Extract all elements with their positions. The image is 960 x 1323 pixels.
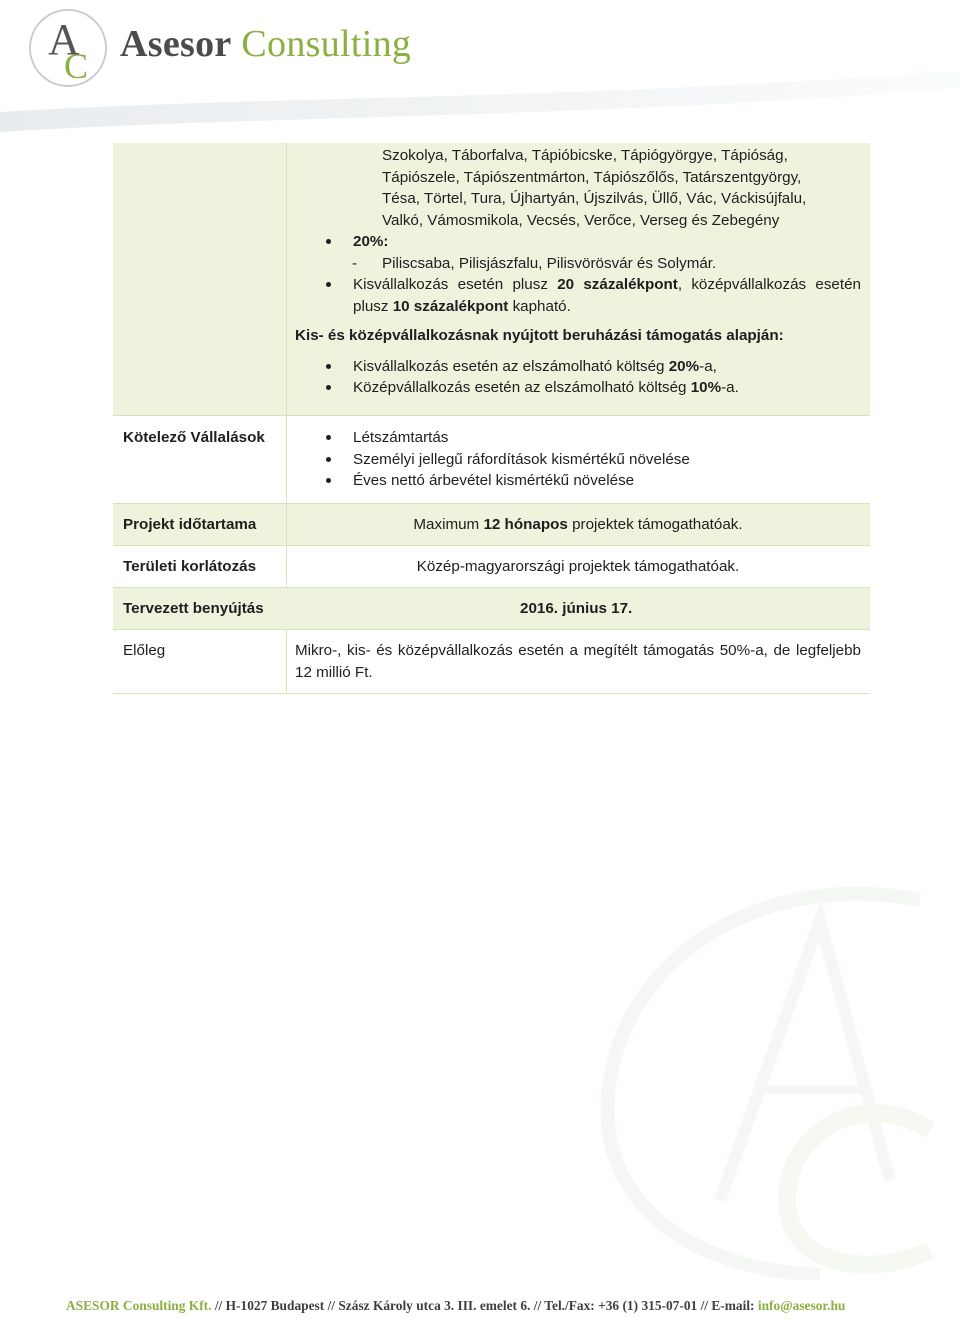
- bonus-text: , középvállalkozás esetén plusz: [353, 276, 861, 315]
- header-swoosh-decoration: [0, 0, 960, 135]
- footer-contact-line: [66, 1298, 845, 1314]
- bonus-bullet: [295, 274, 861, 317]
- dash-marker: -: [352, 254, 358, 272]
- invest-item: [295, 356, 861, 378]
- cities-line: Valkó, Vámosmikola, Vecsés, Verőce, Verseg és Zebegény: [382, 211, 780, 229]
- bonus-text: Kisvállalkozás esetén plusz: [353, 276, 558, 293]
- advance-label: Előleg: [123, 642, 166, 659]
- pct20-label: 20%:: [353, 233, 389, 250]
- footer-phone: +36 (1) 315-07-01: [598, 1298, 698, 1313]
- table-row-duration: [113, 504, 870, 546]
- bonus-medium-value: 10 százalékpont: [392, 297, 509, 315]
- company-name-part2: Consulting: [241, 23, 412, 65]
- obligation-item: Személyi jellegű ráfordítások kismértékű növelése: [295, 449, 861, 471]
- invest-item-text: -a.: [721, 379, 739, 396]
- invest-heading: Kis- és középvállalkozásnak nyújtott beruházási támogatás alapján:: [295, 327, 784, 344]
- footer-company: ASESOR Consulting Kft.: [66, 1298, 212, 1313]
- cities-line: Tápiószele, Tápiószentmárton, Tápiószőlős, Tatárszentgyörgy,: [382, 168, 802, 186]
- invest-item-text: -a,: [699, 357, 717, 375]
- footer-separator: //: [324, 1298, 339, 1313]
- footer-separator: //: [530, 1298, 545, 1313]
- svg-text:A: A: [48, 15, 80, 64]
- bonus-small-value: 20 százalékpont: [557, 276, 678, 293]
- obligation-item: Éves nettó árbevétel kismértékű növelése: [295, 470, 861, 492]
- territory-value: Közép-magyarországi projektek támogathatóak.: [416, 558, 740, 575]
- pct20-cities: Piliscsaba, Pilisjászfalu, Pilisvörösvár és Solymár.: [382, 254, 717, 272]
- territory-cell: [286, 546, 870, 587]
- territory-label: Területi korlátozás: [123, 558, 257, 575]
- footer-email-label: E-mail:: [711, 1298, 758, 1313]
- table-row-advance: [113, 630, 870, 694]
- table-row-obligations: [113, 416, 870, 504]
- page-footer: [0, 1290, 960, 1323]
- footer-separator: //: [697, 1298, 712, 1313]
- table-row-submission: [113, 588, 870, 630]
- footer-separator: //: [211, 1298, 226, 1313]
- footer-street: Szász Károly utca 3. III. emelet 6.: [338, 1298, 531, 1313]
- duration-cell: [286, 504, 870, 545]
- bonus-text: kapható.: [508, 297, 571, 315]
- eligibility-cell: [286, 143, 870, 417]
- submission-label: Tervezett benyújtás: [123, 600, 264, 617]
- company-name-part1: Asesor: [120, 23, 232, 65]
- invest-item: [295, 377, 861, 399]
- watermark-logo: [590, 880, 950, 1280]
- duration-text: projektek támogathatóak.: [567, 516, 743, 533]
- obligation-item: Létszámtartás: [295, 427, 861, 449]
- cities-line: Szokolya, Táborfalva, Tápióbicske, Tápiógyörgye, Tápióság,: [382, 147, 788, 164]
- invest-item-text: Kisvállalkozás esetén az elszámolható költség: [353, 357, 669, 375]
- invest-item-percent: 10%: [690, 379, 722, 396]
- table-row-territory: [113, 546, 870, 588]
- pct20-bullet: [295, 231, 861, 253]
- duration-label: Projekt időtartama: [123, 516, 257, 533]
- svg-text:C: C: [64, 46, 89, 86]
- company-name: [120, 22, 411, 66]
- advance-cell: [286, 630, 870, 693]
- footer-phone-label: Tel./Fax:: [544, 1298, 599, 1313]
- obligations-cell: [286, 416, 870, 503]
- obligations-label: Kötelező Vállalások: [123, 429, 265, 446]
- page-header: [0, 0, 960, 135]
- footer-email-link[interactable]: info@asesor.hu: [757, 1298, 846, 1313]
- footer-address: H-1027 Budapest: [225, 1298, 325, 1313]
- table-row-eligibility-continuation: [113, 143, 870, 416]
- pct20-cities-line: [295, 253, 861, 275]
- invest-item-text: Középvállalkozás esetén az elszámolható költség: [353, 379, 691, 396]
- invest-item-percent: 20%: [668, 357, 700, 375]
- cities-line: Tésa, Törtel, Tura, Újhartyán, Újszilvás, Üllő, Vác, Váckisújfalu,: [382, 190, 807, 207]
- duration-text: Maximum: [413, 516, 484, 533]
- duration-value: 12 hónapos: [483, 516, 568, 533]
- advance-value: Mikro-, kis- és középvállalkozás esetén a megítélt támogatás 50%-a, de legfeljebb 12 millió Ft.: [295, 642, 861, 681]
- submission-value: 2016. június 17.: [520, 600, 633, 617]
- program-details-table: [113, 143, 870, 694]
- company-logo: [22, 6, 114, 90]
